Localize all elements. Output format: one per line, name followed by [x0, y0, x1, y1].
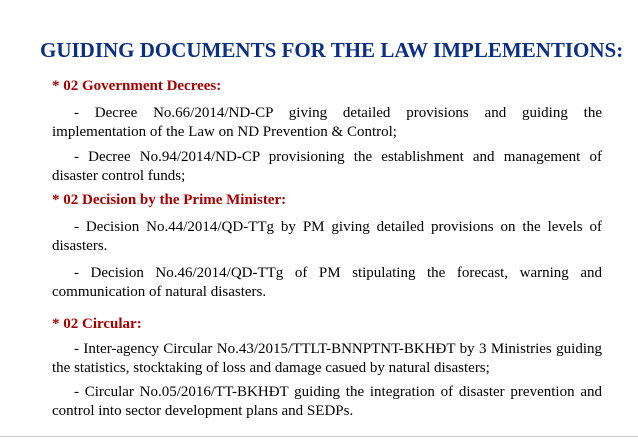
section-heading-circulars: * 02 Circular:: [52, 316, 142, 332]
list-item-circular-43: [52, 340, 602, 378]
section-heading-pm-decisions: * 02 Decision by the Prime Minister:: [52, 192, 287, 208]
section-heading-government-decrees: * 02 Government Decrees:: [52, 78, 222, 94]
list-item-text: - Inter-agency Circular No.43/2015/TTLT-BNNPTNT-BKHĐT by 3 Ministries guiding the statistics, stocktaking of loss and damage casued by natural disasters;: [52, 341, 602, 376]
list-item-text: - Decision No.46/2014/QD-TTg of PM stipulating the forecast, warning and communication of natural disasters.: [52, 265, 602, 300]
list-item-text: - Decree No.66/2014/ND-CP giving detailed provisions and guiding the implementation of the Law on ND Prevention & Control;: [52, 105, 602, 140]
list-item-text: - Circular No.05/2016/TT-BKHĐT guiding the integration of disaster prevention and control into sector development plans and SEDPs.: [52, 384, 602, 419]
list-item-text: - Decision No.44/2014/QD-TTg by PM giving detailed provisions on the levels of disasters.: [52, 219, 602, 254]
list-item-circular-05: [52, 383, 602, 421]
page-title: GUIDING DOCUMENTS FOR THE LAW IMPLEMENTIONS:: [40, 38, 624, 62]
list-item-text: - Decree No.94/2014/ND-CP provisioning the establishment and management of disaster control funds;: [52, 149, 602, 184]
list-item-decree-66: [52, 104, 602, 142]
list-item-decision-44: [52, 218, 602, 256]
list-item-decision-46: [52, 264, 602, 302]
slide-bottom-divider: [0, 436, 638, 437]
list-item-decree-94: [52, 148, 602, 186]
